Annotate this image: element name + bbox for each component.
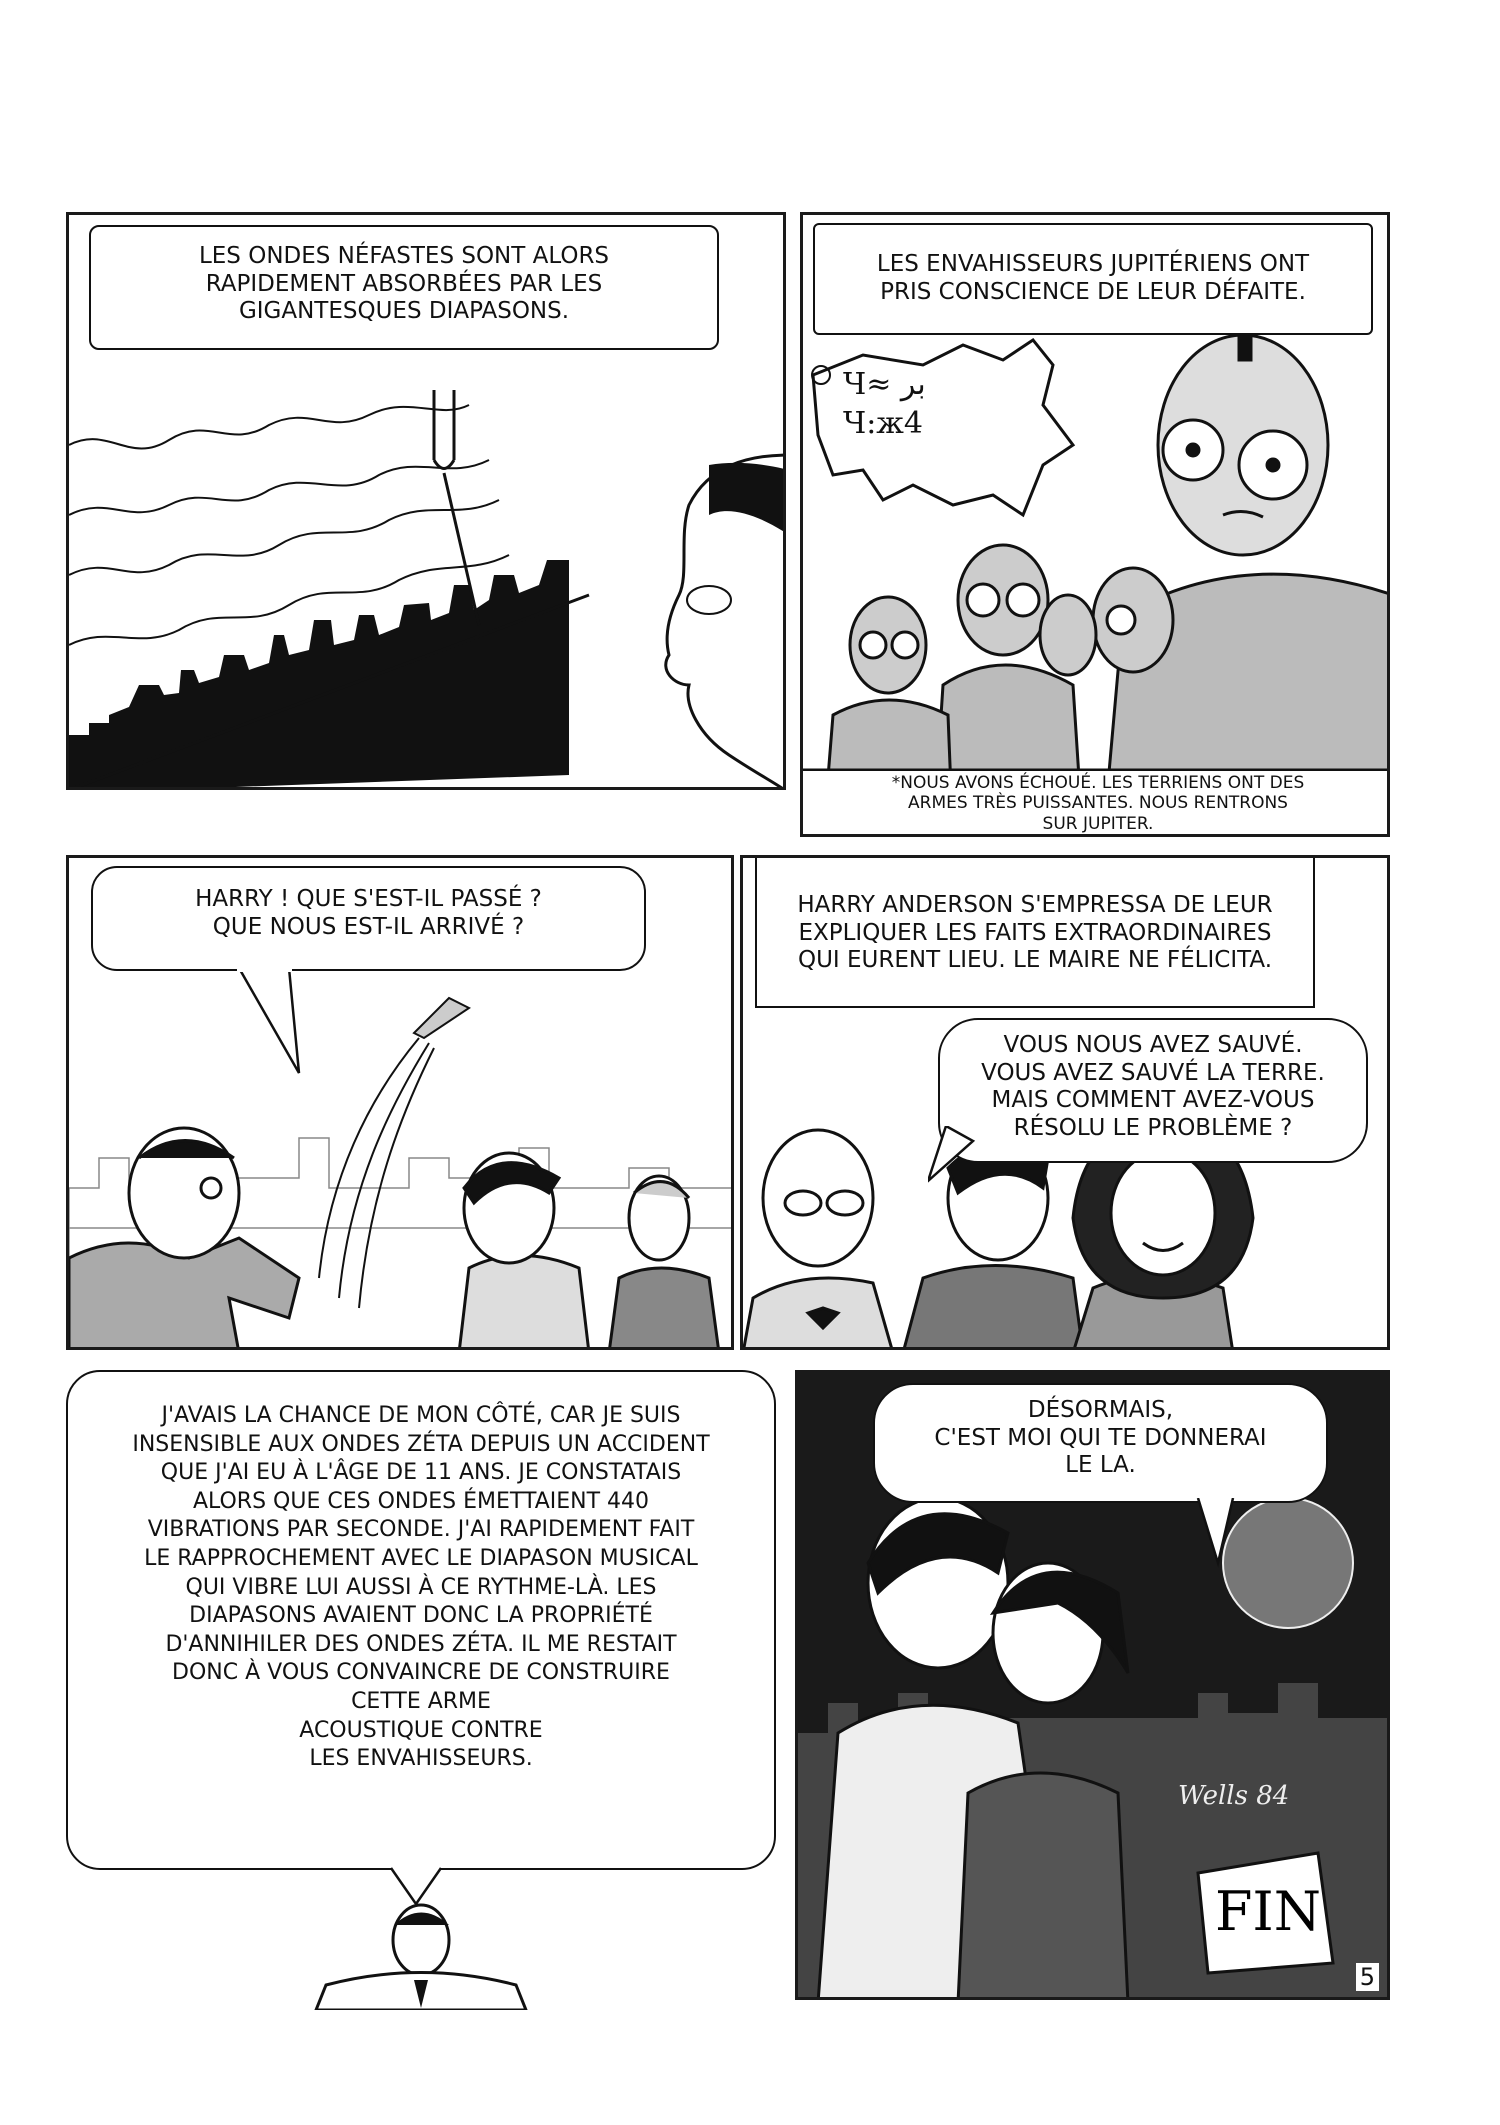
speech-line: DÉSORMAIS, bbox=[1027, 1397, 1174, 1423]
speech-line: J'AVAIS LA CHANCE DE MON CÔTÉ, CAR JE SUIS bbox=[161, 1403, 681, 1428]
speech-line: CETTE ARME bbox=[351, 1688, 491, 1714]
panel-4-caption bbox=[755, 858, 1315, 1008]
speech-line: QUE NOUS EST-IL ARRIVÉ ? bbox=[212, 913, 525, 940]
alien-speech-line: Ч:ж4 bbox=[843, 406, 923, 441]
panel-2-caption bbox=[813, 223, 1373, 335]
speech-line: VIBRATIONS PAR SECONDE. J'AI RAPIDEMENT FAIT bbox=[147, 1517, 695, 1543]
speech-line: VOUS AVEZ SAUVÉ LA TERRE. bbox=[981, 1059, 1325, 1086]
caption-line: PRIS CONSCIENCE DE LEUR DÉFAITE. bbox=[880, 278, 1306, 305]
caption-line: GIGANTESQUES DIAPASONS. bbox=[238, 298, 570, 325]
harry-portrait bbox=[306, 1900, 536, 2010]
panel-2 bbox=[800, 212, 1390, 837]
speech-line: LE LA. bbox=[1065, 1452, 1136, 1479]
alien-speech-text bbox=[843, 365, 926, 443]
caption-line: LES ONDES NÉFASTES SONT ALORS bbox=[198, 243, 610, 269]
mayor-figure bbox=[743, 1130, 893, 1350]
footnote-line: SUR JUPITER. bbox=[1042, 813, 1154, 834]
speech-line: INSENSIBLE AUX ONDES ZÉTA DEPUIS UN ACCIDENT bbox=[132, 1431, 710, 1457]
bubble-tail bbox=[219, 968, 339, 1078]
speech-line: DIAPASONS AVAIENT DONC LA PROPRIÉTÉ bbox=[189, 1603, 653, 1629]
fin-sign: FIN bbox=[1214, 1880, 1322, 1943]
bubble-tail bbox=[1193, 1498, 1243, 1568]
speech-line: ACOUSTIQUE CONTRE bbox=[299, 1717, 543, 1743]
panel-4 bbox=[740, 855, 1390, 1350]
panel-2-footnote bbox=[803, 773, 1390, 834]
speech-line: HARRY ! QUE S'EST-IL PASSÉ ? bbox=[195, 886, 542, 912]
footnote-line: *NOUS AVONS ÉCHOUÉ. LES TERRIENS ONT DES bbox=[891, 773, 1305, 793]
speech-line: DONC À VOUS CONVAINCRE DE CONSTRUIRE bbox=[172, 1660, 670, 1686]
caption-line: QUI EURENT LIEU. LE MAIRE NE FÉLICITA. bbox=[797, 947, 1273, 974]
caption-line: RAPIDEMENT ABSORBÉES PAR LES bbox=[205, 270, 603, 297]
speech-line: RÉSOLU LE PROBLÈME ? bbox=[1013, 1114, 1293, 1141]
panel-6-speech-bubble bbox=[873, 1383, 1328, 1503]
speech-line: ALORS QUE CES ONDES ÉMETTAIENT 440 bbox=[192, 1488, 650, 1514]
wave-line bbox=[69, 460, 489, 515]
speech-line: VOUS NOUS AVEZ SAUVÉ. bbox=[1003, 1032, 1303, 1058]
panel-3-speech-bubble bbox=[91, 866, 646, 971]
rocket bbox=[319, 998, 469, 1308]
panel-4-speech-bubble bbox=[938, 1018, 1368, 1163]
speech-line: LES ENVAHISSEURS. bbox=[309, 1746, 533, 1772]
panel-3 bbox=[66, 855, 734, 1350]
speech-line: C'EST MOI QUI TE DONNERAI bbox=[934, 1424, 1267, 1451]
speech-line: QUE J'AI EU À L'ÂGE DE 11 ANS. JE CONSTATAIS bbox=[160, 1460, 682, 1486]
panel-1 bbox=[66, 212, 786, 790]
alien-speech-line: Ч≈ ﺑﺮ bbox=[843, 367, 926, 402]
footnote-line: ARMES TRÈS PUISSANTES. NOUS RENTRONS bbox=[908, 793, 1288, 814]
caption-line: HARRY ANDERSON S'EMPRESSA DE LEUR bbox=[797, 892, 1273, 918]
bubble-tail bbox=[928, 1126, 988, 1186]
speech-line: QUI VIBRE LUI AUSSI À CE RYTHME-LÀ. LES bbox=[185, 1574, 657, 1600]
caption-line: LES ENVAHISSEURS JUPITÉRIENS ONT bbox=[876, 251, 1310, 277]
artist-signature: Wells 84 bbox=[1178, 1781, 1290, 1811]
panel-6 bbox=[795, 1370, 1390, 2000]
speech-line: LE RAPPROCHEMENT AVEC LE DIAPASON MUSICAL bbox=[144, 1545, 698, 1571]
caption-line: EXPLIQUER LES FAITS EXTRAORDINAIRES bbox=[798, 919, 1272, 946]
woman-figure bbox=[609, 1176, 719, 1350]
speech-line: MAIS COMMENT AVEZ-VOUS bbox=[991, 1087, 1315, 1114]
page-number: 5 bbox=[1356, 1963, 1379, 1991]
mayor-figure bbox=[69, 1128, 299, 1350]
wave-line bbox=[69, 405, 469, 449]
panel-5-speech-bubble bbox=[66, 1370, 776, 1870]
harry-figure bbox=[459, 1153, 589, 1350]
speech-line: D'ANNIHILER DES ONDES ZÉTA. IL ME RESTAIT bbox=[165, 1631, 677, 1657]
panel-5 bbox=[66, 1370, 776, 1990]
panel-1-caption bbox=[89, 225, 719, 350]
